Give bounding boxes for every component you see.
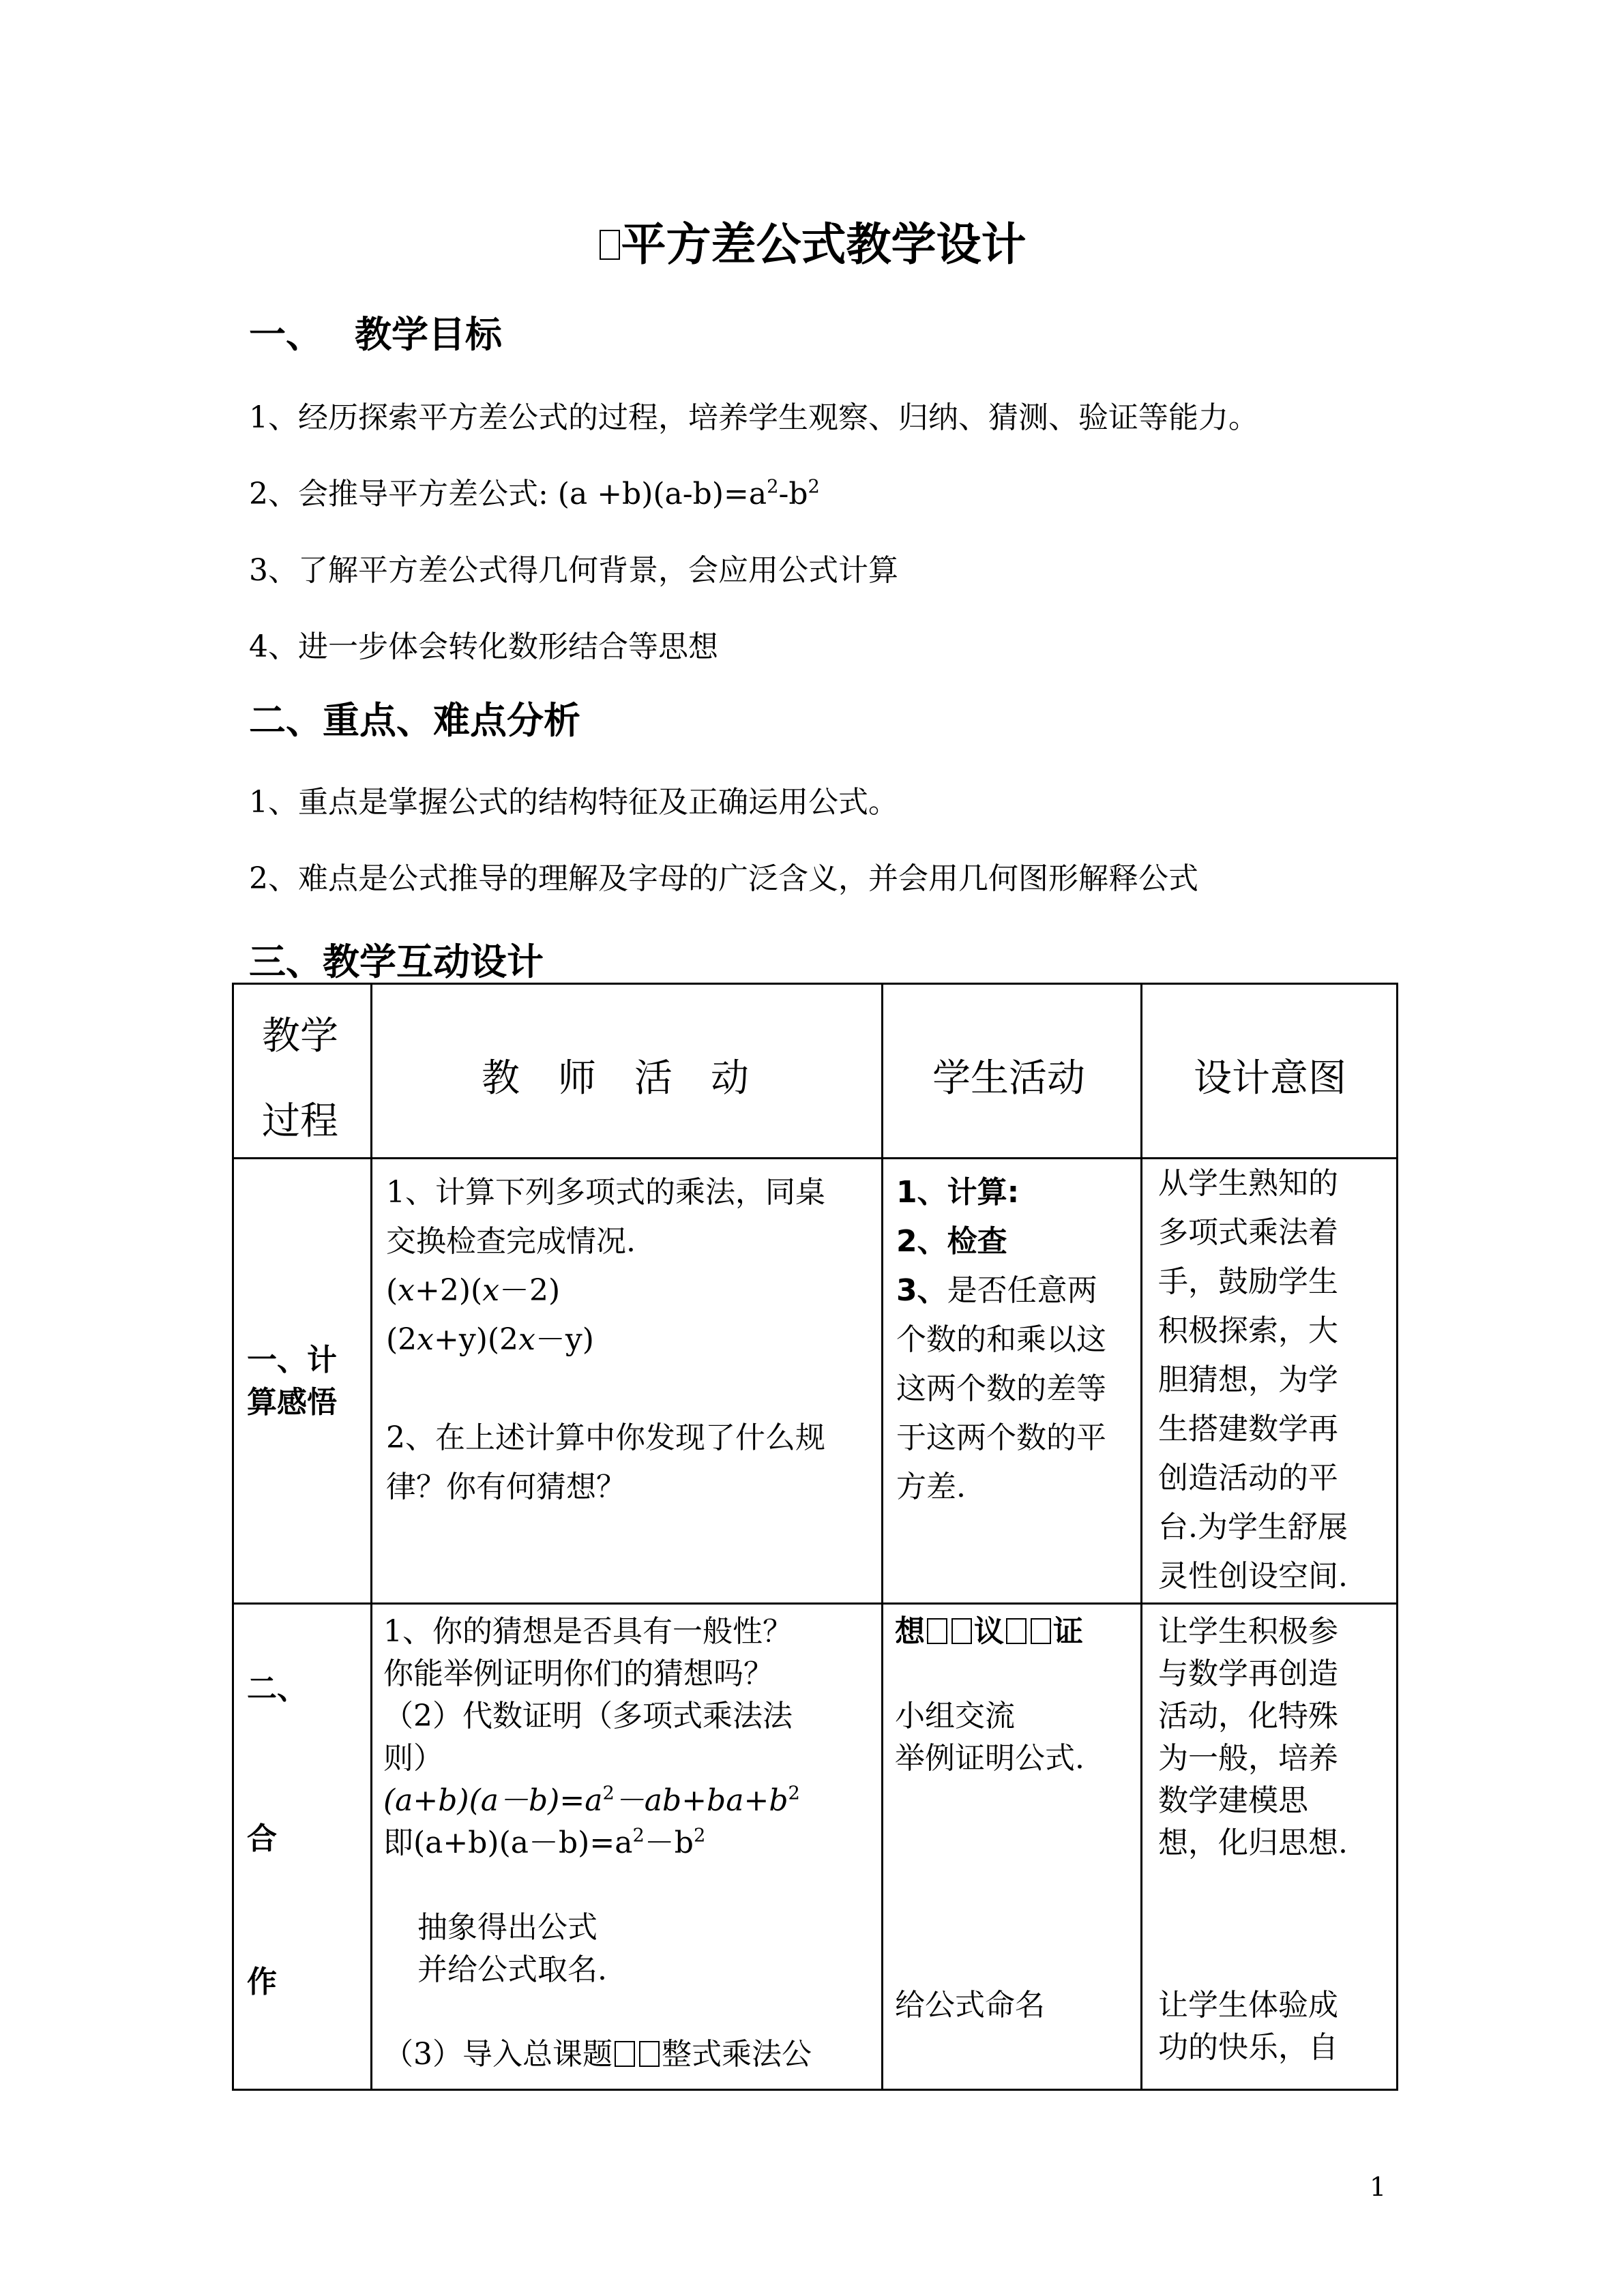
row1-teacher-activity: 1、计算下列多项式的乘法，同桌 交换检查完成情况. (x+2)(x－2) (2x+y)(2x－y) 2、在上述计算中你发现了什么规 律？你有何猜想？	[386, 1175, 825, 1504]
row2-student-naming: 给公式命名	[895, 1988, 1045, 2023]
objective-3: 3、了解平方差公式得几何背景，会应用公式计算	[249, 553, 898, 588]
header-process-line1: 教学	[262, 1014, 338, 1058]
row2-teacher-activity: 1、你的猜想是否具有一般性？ 你能举例证明你们的猜想吗？ （2）代数证明（多项式乘法法 则） $(a+b)(a-b)=a^2-ab+ba+b^2$ 即$(a+b)(a-b)=a^2-b^2$ 抽象得出公式 并给公式取名. （3）导入总课题 整式乘法公	[383, 1614, 812, 2072]
row2-student-activity: 想 议 证 小组交流 举例证明公式.	[895, 1614, 1084, 1776]
page-number: 1	[1370, 2172, 1387, 2202]
row1-student-activity: 1、计算: 2、检查 3、是否任意两 个数的和乘以这 这两个数的差等 于这两个数的平 方差.	[896, 1175, 1106, 1504]
header-design-intent: 设计意图	[1194, 1056, 1346, 1101]
section-2-title: 二、重点、难点分析	[249, 699, 580, 742]
row2-process-line3: 作	[247, 1965, 277, 1999]
row1-design-intent: 从学生熟知的 多项式乘法着 手，鼓励学生 积极探索，大 胆猜想，为学 生搭建数学再 创造活动的平 台.为学生舒展 灵性创设空间.	[1158, 1166, 1348, 1594]
section-1-number: 一、	[249, 313, 323, 356]
algebra-proof: $(a+b)(a-b)=a^2-ab+ba+b^2$	[383, 1783, 800, 1818]
row2-process-line2: 合	[247, 1821, 277, 1856]
formula-result: 即$(a+b)(a-b)=a^2-b^2$	[383, 1825, 706, 1860]
table-divider	[881, 983, 883, 2091]
row1-process-line1: 一、计	[247, 1343, 337, 1377]
row2-design-intent: 让学生积极参 与数学再创造 活动，化特殊 为一般，培养 数学建模思 想，化归思想.	[1158, 1614, 1348, 1860]
table-divider	[1140, 983, 1142, 2091]
section-1-title: 教学目标	[355, 313, 502, 356]
header-teacher-activity: 教 师 活 动	[482, 1056, 749, 1101]
table-divider	[370, 983, 372, 2091]
row1-process-line2: 算感悟	[247, 1385, 337, 1420]
row2-process-line1: 二、	[247, 1671, 307, 1706]
row2-design-intent-continued: 让学生体验成 功的快乐，自	[1158, 1988, 1338, 2065]
section-3-title: 三、教学互动设计	[249, 940, 544, 983]
keypoint-2: 2、难点是公式推导的理解及字母的广泛含义，并会用几何图形解释公式	[249, 861, 1198, 896]
expression-2: (2x+y)(2x－y)	[386, 1322, 594, 1357]
header-process-line2: 过程	[262, 1099, 338, 1144]
page-title: 平方差公式教学设计	[0, 208, 1624, 273]
table-divider	[232, 1602, 1398, 1605]
keypoint-1: 1、重点是掌握公式的结构特征及正确运用公式。	[249, 785, 898, 820]
objective-1: 1、经历探索平方差公式的过程，培养学生观察、归纳、猜测、验证等能力。	[249, 400, 1258, 435]
header-student-activity: 学生活动	[932, 1056, 1085, 1101]
objective-4: 4、进一步体会转化数形结合等思想	[249, 629, 718, 664]
missing-glyph-box	[600, 230, 620, 260]
expression-1: (x+2)(x－2)	[386, 1273, 561, 1308]
objective-2: 2、会推导平方差公式: $(a +b)(a-b)=a^2-b^2$	[249, 476, 820, 511]
